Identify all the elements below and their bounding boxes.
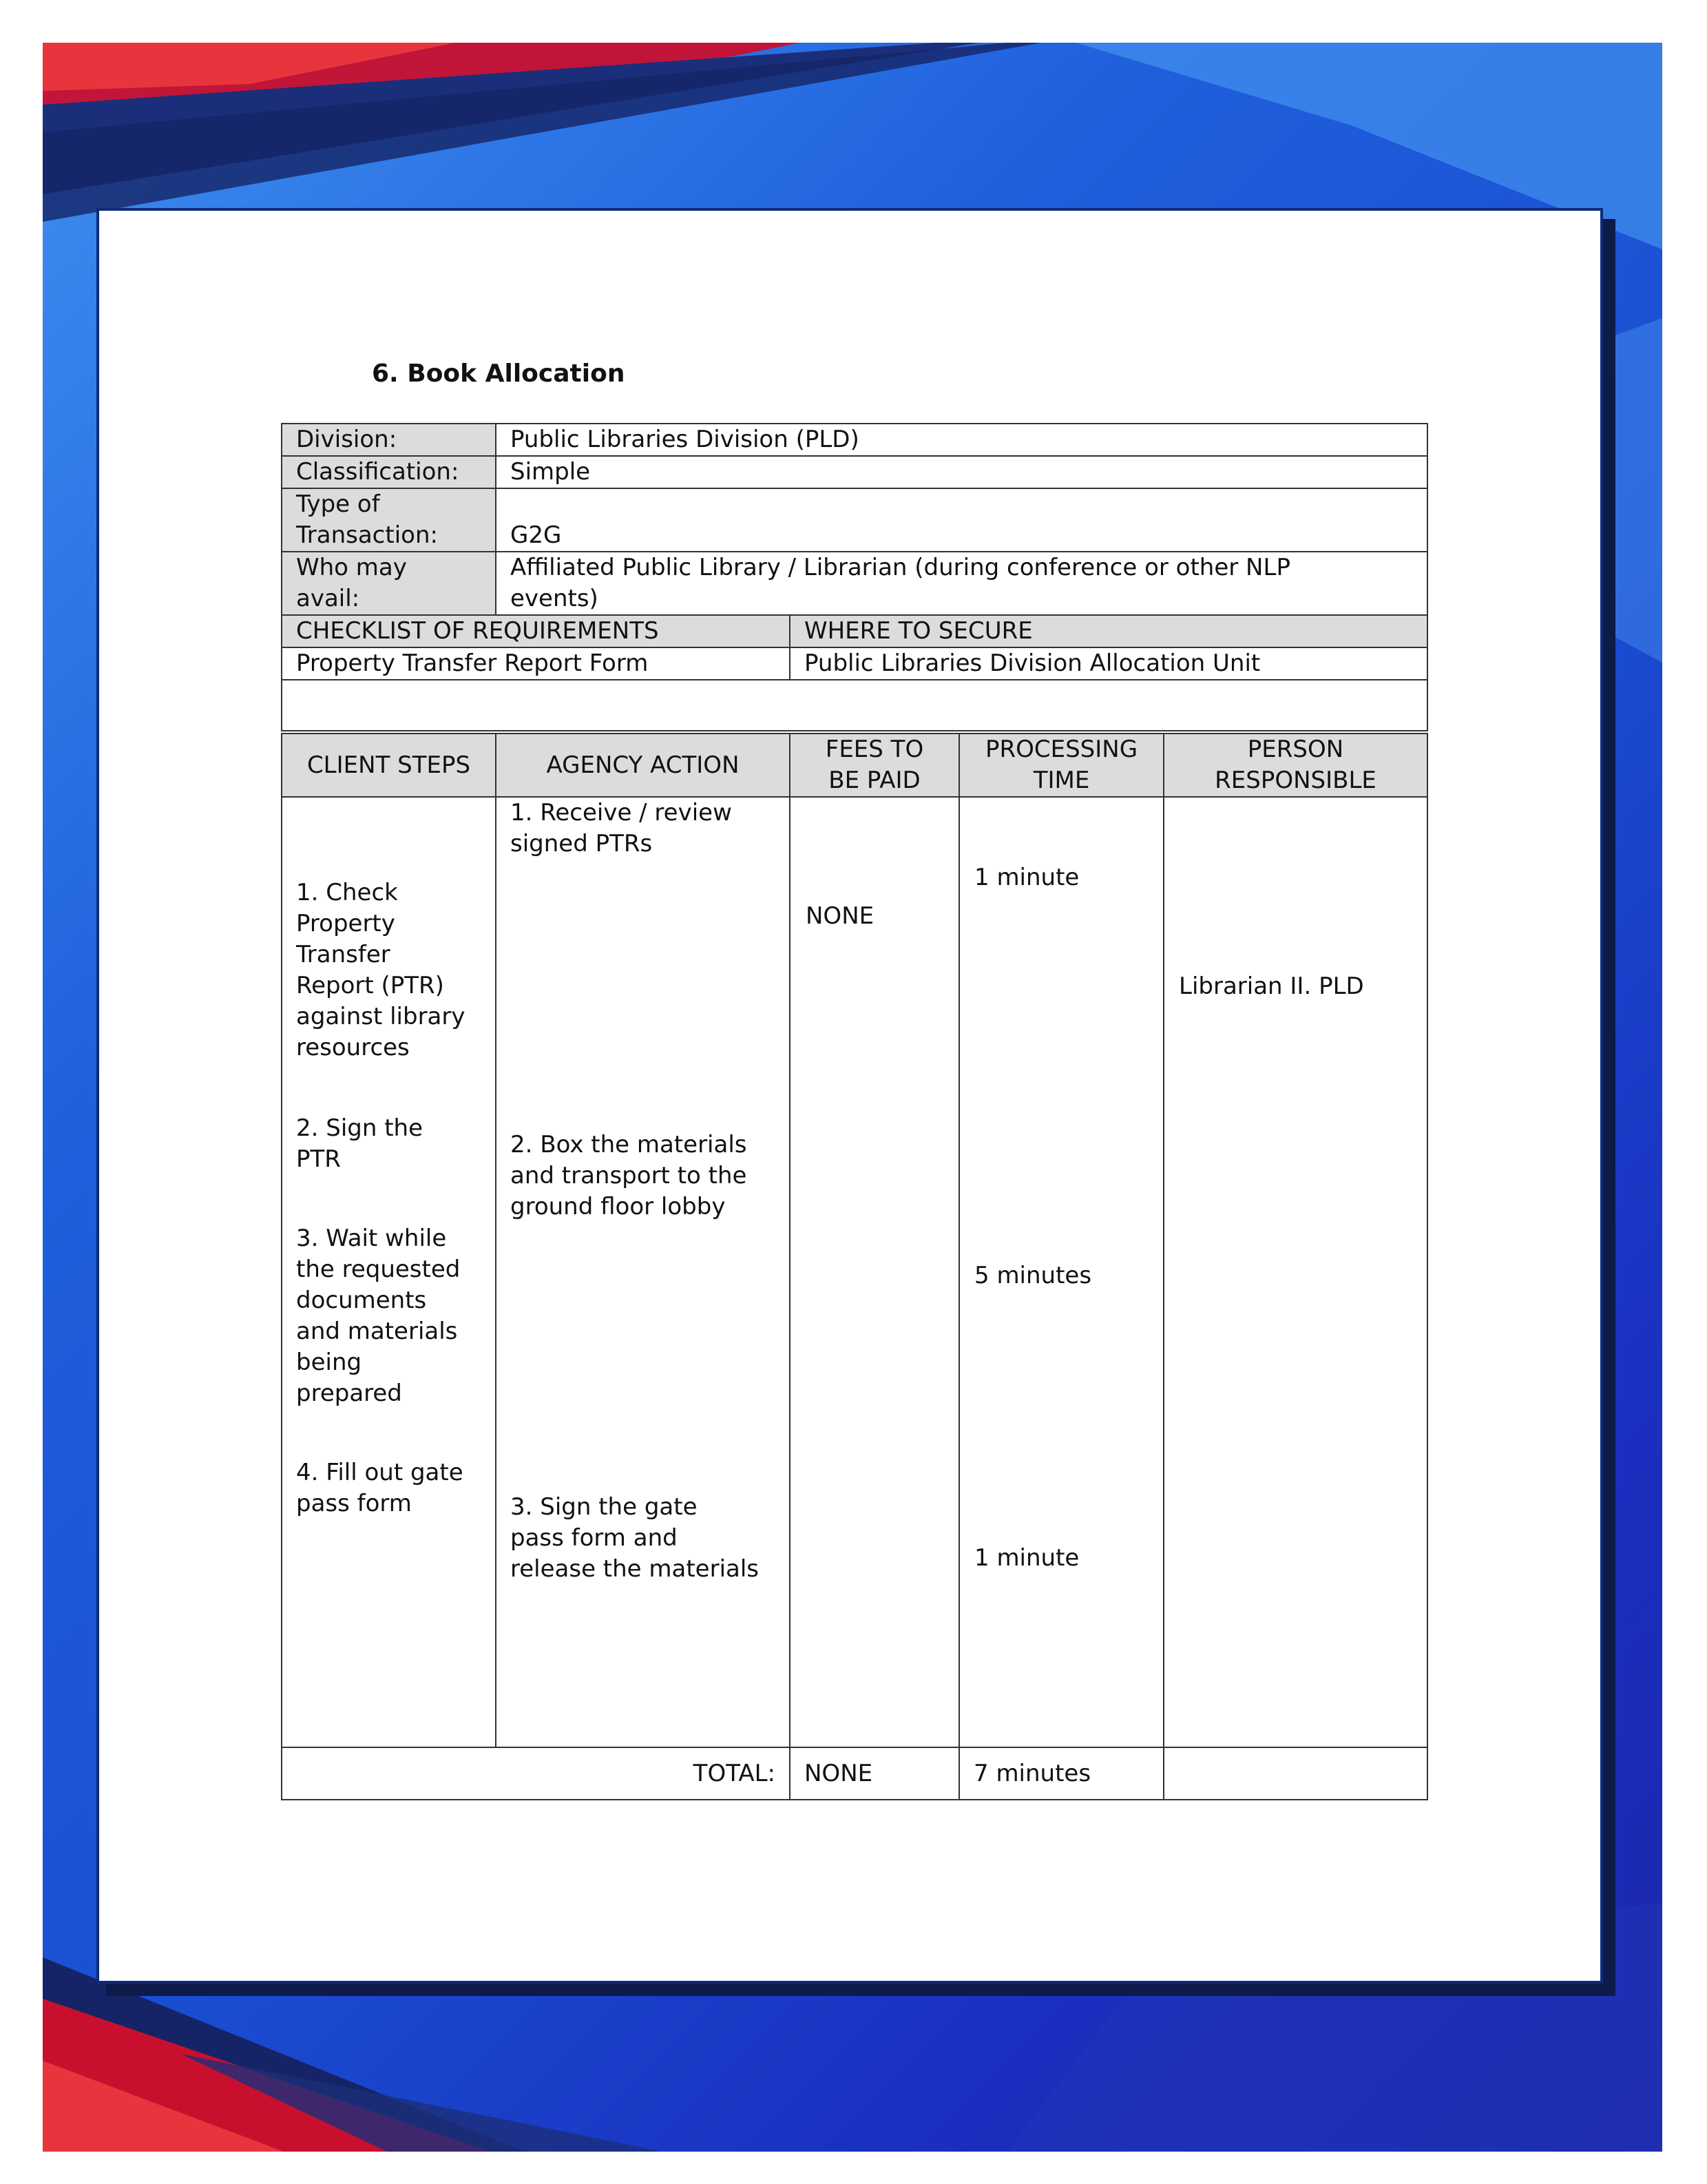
- classification-label: Classification:: [282, 456, 496, 488]
- who-may-avail-value: [496, 552, 1427, 615]
- who-may-avail-row: [282, 552, 1427, 615]
- agency-action-3-line: release the materials: [510, 1555, 760, 1583]
- processing-time-3: 1 minute: [974, 1544, 1080, 1572]
- requirement-item: Property Transfer Report Form: [282, 647, 790, 680]
- agency-action-1: [510, 798, 732, 860]
- fees-value: NONE: [806, 902, 875, 930]
- client-step-4-line: pass form: [296, 1490, 412, 1517]
- client-step-1-line: resources: [296, 1034, 410, 1061]
- fees-header-line2: BE PAID: [828, 767, 921, 794]
- agency-action-1-line: 1. Receive / review: [510, 799, 732, 826]
- agency-action-3: [510, 1492, 759, 1585]
- client-step-3: [296, 1223, 460, 1409]
- total-time: 7 minutes: [959, 1747, 1164, 1800]
- client-step-4: [296, 1457, 463, 1519]
- client-step-1-line: 1. Check: [296, 879, 398, 906]
- division-row: [282, 424, 1427, 456]
- process-header-row: [282, 734, 1427, 797]
- person-header-line1: PERSON: [1247, 736, 1344, 763]
- transaction-type-row: [282, 488, 1427, 552]
- requirements-header-row: [282, 615, 1427, 647]
- requirement-row: [282, 647, 1427, 680]
- total-row: [282, 1747, 1427, 1800]
- processing-time-header: [959, 734, 1164, 797]
- time-header-line1: PROCESSING: [985, 736, 1138, 763]
- agency-action-3-line: 3. Sign the gate: [510, 1493, 698, 1521]
- processing-time-2: 5 minutes: [974, 1262, 1092, 1289]
- transaction-type-value: G2G: [496, 488, 1427, 552]
- checklist-header: CHECKLIST OF REQUIREMENTS: [282, 615, 790, 647]
- client-step-3-line: and materials: [296, 1318, 458, 1345]
- agency-action-2-line: and transport to the: [510, 1162, 747, 1189]
- who-may-avail-label: [282, 552, 496, 615]
- classification-value: Simple: [496, 456, 1427, 488]
- processing-time-1: 1 minute: [974, 864, 1080, 891]
- person-header-line2: RESPONSIBLE: [1215, 767, 1376, 794]
- agency-action-1-line: signed PTRs: [510, 830, 653, 857]
- division-value: Public Libraries Division (PLD): [496, 424, 1427, 456]
- where-to-secure-header: WHERE TO SECURE: [790, 615, 1427, 647]
- client-step-3-line: 3. Wait while: [296, 1225, 447, 1252]
- client-step-2-line: 2. Sign the: [296, 1114, 423, 1142]
- client-step-2: [296, 1113, 423, 1175]
- transaction-type-label-line1: Type of: [296, 490, 380, 518]
- who-label-line1: Who may: [296, 554, 407, 581]
- client-step-1: [296, 877, 465, 1063]
- person-responsible-header: [1164, 734, 1427, 797]
- service-info-table: [281, 423, 1428, 731]
- client-step-4-line: 4. Fill out gate: [296, 1459, 463, 1486]
- time-header-line2: TIME: [1033, 767, 1090, 794]
- agency-action-header: AGENCY ACTION: [496, 734, 790, 797]
- client-step-3-line: being: [296, 1349, 362, 1376]
- who-label-line2: avail:: [296, 585, 360, 612]
- fees-cell: [790, 797, 959, 1747]
- person-responsible-cell: [1164, 797, 1427, 1747]
- client-step-3-line: documents: [296, 1287, 427, 1314]
- client-step-1-line: Transfer: [296, 941, 390, 968]
- agency-action-3-line: pass form and: [510, 1524, 678, 1552]
- client-step-2-line: PTR: [296, 1145, 341, 1173]
- requirement-source: Public Libraries Division Allocation Unit: [790, 647, 1427, 680]
- total-fees: NONE: [790, 1747, 959, 1800]
- client-step-1-line: against library: [296, 1003, 465, 1030]
- fees-header: [790, 734, 959, 797]
- spacer-row: [282, 680, 1427, 731]
- client-step-3-line: the requested: [296, 1256, 461, 1283]
- who-value-line2: events): [510, 585, 598, 612]
- who-value-line1: Affiliated Public Library / Librarian (during conference or other NLP: [510, 554, 1290, 581]
- section-title: 6. Book Allocation: [372, 360, 625, 388]
- total-person-empty: [1164, 1747, 1427, 1800]
- total-label: TOTAL:: [282, 1747, 790, 1800]
- client-step-1-line: Property: [296, 910, 395, 937]
- agency-action-2-line: ground floor lobby: [510, 1193, 726, 1220]
- client-step-3-line: prepared: [296, 1380, 402, 1407]
- division-label: Division:: [282, 424, 496, 456]
- client-steps-header: CLIENT STEPS: [282, 734, 496, 797]
- agency-action-cell: [496, 797, 790, 1747]
- transaction-type-label: [282, 488, 496, 552]
- client-step-1-line: Report (PTR): [296, 972, 444, 999]
- agency-action-2: [510, 1130, 747, 1223]
- fees-header-line1: FEES TO: [825, 736, 924, 763]
- transaction-type-label-line2: Transaction:: [296, 521, 438, 549]
- classification-row: [282, 456, 1427, 488]
- agency-action-2-line: 2. Box the materials: [510, 1131, 747, 1158]
- person-responsible-value: Librarian II. PLD: [1179, 973, 1364, 1000]
- spacer-cell: [282, 680, 1427, 731]
